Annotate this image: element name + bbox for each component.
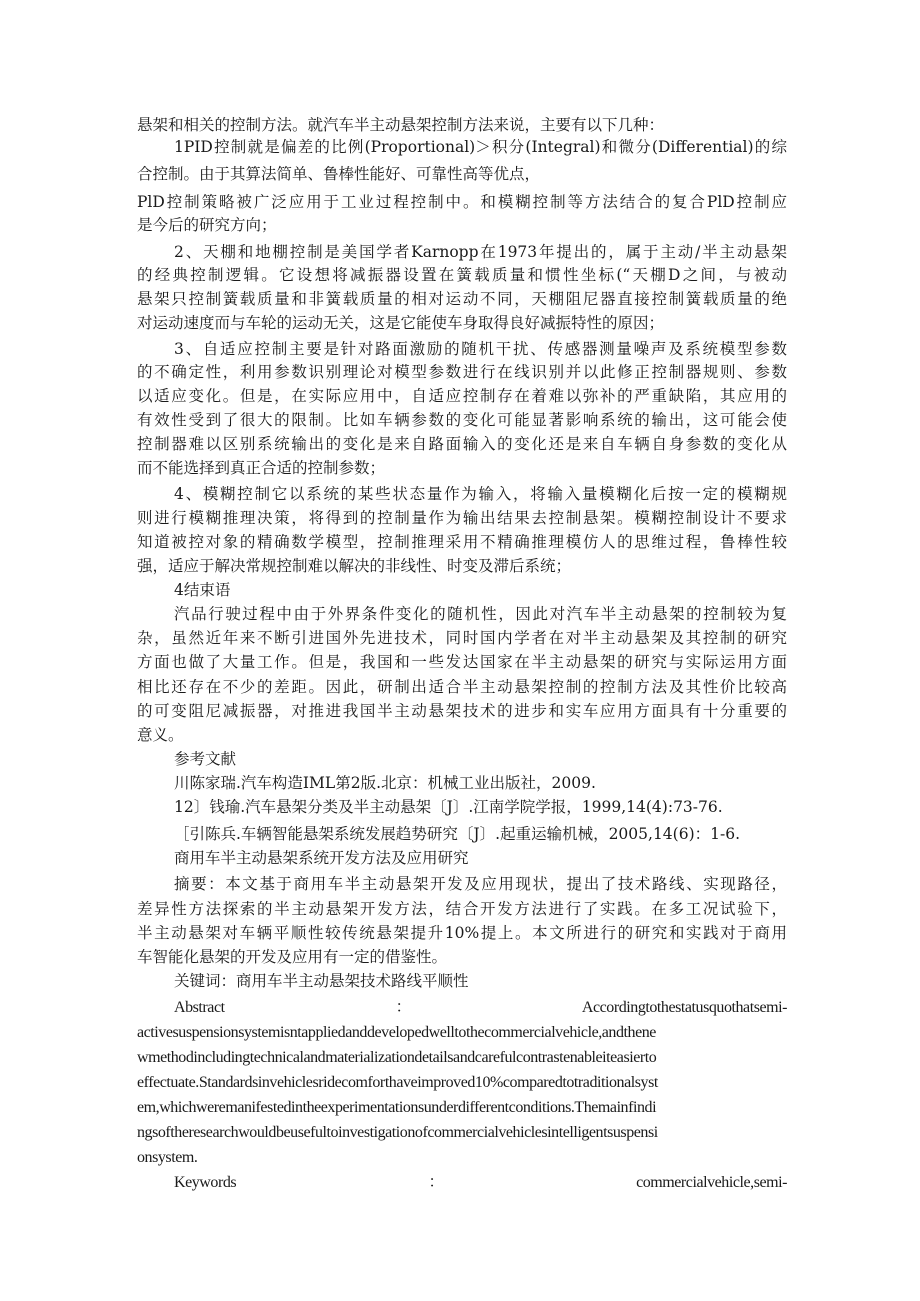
reference-item: ［引陈兵.车辆智能悬架系统发展趋势研究〔J〕.起重运输机械，2005,14(6)：1-6. xyxy=(174,825,741,843)
text-line: 方面也做了大量工作。但是，我国和一些发达国家在半主动悬架的研究与实际运用方面 xyxy=(137,653,787,671)
text-line: 相比还存在不少的差距。因此，研制出适合半主动悬架控制的控制方法及其性价比较高 xyxy=(137,678,787,696)
text-line: PlD控制策略被广泛应用于工业过程控制中。和模糊控制等方法结合的复合PlD控制应 xyxy=(137,193,787,211)
abstract-line: ngsoftheresearchwouldbeusefultoinvestigationofcommercialvehiclesintelligentsuspensi xyxy=(137,1124,658,1141)
abstract-line: em,whichweremanifestedintheexperimentationsunderdifferentconditions.Themainfindi xyxy=(137,1099,657,1116)
text-line: 悬架只控制簧载质量和非簧载质量的相对运动不同，天棚阻尼器直接控制簧载质量的绝 xyxy=(137,290,787,308)
text-line: 的可变阻尼减振器，对推进我国半主动悬架技术的进步和实车应用方面具有十分重要的 xyxy=(137,702,787,720)
keywords-cn: 关键词：商用车半主动悬架技术路线平顺性 xyxy=(174,972,469,990)
text-line: 知道被控对象的精确数学模型，控制推理采用不精确推理模仿人的思维过程，鲁棒性较 xyxy=(137,533,787,551)
text-line: 3、自适应控制主要是针对路面激励的随机干扰、传感器测量噪声及系统模型参数 xyxy=(174,340,787,358)
abstract-colon: ： xyxy=(395,999,412,1016)
text-line: 意义。 xyxy=(137,726,184,744)
reference-item: 12〕钱瑜.汽车悬架分类及半主动悬架〔J〕.江南学院学报，1999,14(4):73-76. xyxy=(174,798,723,816)
keywords-en-line xyxy=(174,1172,787,1196)
text-line: 悬架和相关的控制方法。就汽车半主动悬架控制方法来说，主要有以下几种： xyxy=(137,116,665,134)
references-heading: 参考文献 xyxy=(174,750,237,768)
text-line: 则进行模糊推理决策，将得到的控制量作为输出结果去控制悬架。模糊控制设计不要求 xyxy=(137,509,787,527)
keywords-colon: ： xyxy=(428,1174,444,1191)
section-heading: 4结束语 xyxy=(174,581,231,599)
text-line: 汽品行驶过程中由于外界条件变化的随机性，因此对汽车半主动悬架的控制较为复 xyxy=(174,605,787,623)
abstract-line: onsystem. xyxy=(137,1149,198,1166)
text-line: 杂，虽然近年来不断引进国外先进技术，同时国内学者在对半主动悬架及其控制的研究 xyxy=(137,629,787,647)
text-line: 强，适应于解决常规控制难以解决的非线性、时变及滞后系统； xyxy=(137,557,572,575)
text-line: 对运动速度而与车轮的运动无关，这是它能使车身取得良好减振特性的原因； xyxy=(137,314,665,332)
abstract-first-line xyxy=(174,997,787,1021)
reference-item: 川陈家瑞.汽车构造IML第2版.北京：机械工业出版社，2009. xyxy=(174,774,596,792)
abstract-line: wmethodincludingtechnicalandmaterializationdetailsandcarefulcontrastenableiteasierto xyxy=(137,1049,657,1066)
abstract-line: activesuspensionsystemisntappliedanddevelopedwelltothecommercialvehicle,andthene xyxy=(137,1024,656,1041)
text-line: 1PID控制就是偏差的比例(Proportional)＞积分(Integral)和微分(Differential)的综 xyxy=(174,138,787,156)
text-line: 2、天棚和地棚控制是美国学者Karnopp在1973年提出的，属于主动/半主动悬架 xyxy=(174,243,787,261)
text-line: 摘要：本文基于商用车半主动悬架开发及应用现状，提出了技术路线、实现路径， xyxy=(174,875,787,893)
text-line: 差异性方法探索的半主动悬架开发方法，结合开发方法进行了实践。在多工况试验下， xyxy=(137,900,787,918)
text-line: 是今后的研究方向； xyxy=(137,216,277,234)
text-line: 有效性受到了很大的限制。比如车辆参数的变化可能显著影响系统的输出，这可能会使 xyxy=(137,411,787,429)
abstract-first-text: Accordingtothestatusquothatsemi- xyxy=(581,999,787,1016)
abstract-line: effectuate.Standardsinvehiclesridecomforthaveimproved10%comparedtotraditionalsyst xyxy=(137,1074,658,1091)
text-line: 而不能选择到真正合适的控制参数； xyxy=(137,459,386,477)
text-line: 4、模糊控制它以系统的某些状态量作为输入，将输入量模糊化后按一定的模糊规 xyxy=(174,485,787,503)
text-line: 合控制。由于其算法简单、鲁棒性能好、可靠性高等优点， xyxy=(137,165,541,183)
text-line: 半主动悬架对车辆平顺性较传统悬架提升10%提上。本文所进行的研究和实践对于商用 xyxy=(137,924,787,942)
text-line: 控制器难以区别系统输出的变化是来自路面输入的变化还是来自车辆自身参数的变化从 xyxy=(137,435,787,453)
keywords-label: Keywords xyxy=(174,1174,237,1191)
text-line: 车智能化悬架的开发及应用有一定的借鉴性。 xyxy=(137,948,448,966)
text-line: 的经典控制逻辑。它设想将减振器设置在簧载质量和惯性坐标(“天棚D之间，与被动 xyxy=(137,266,787,284)
keywords-value: commercialvehicle,semi- xyxy=(636,1174,787,1191)
text-line: 的不确定性，利用参数识别理论对模型参数进行在线识别并以此修正控制器规则、参数 xyxy=(137,363,787,381)
abstract-label: Abstract xyxy=(174,999,225,1016)
article-title: 商用车半主动悬架系统开发方法及应用研究 xyxy=(174,849,469,867)
text-line: 以适应变化。但是，在实际应用中，自适应控制存在着难以弥补的严重缺陷，其应用的 xyxy=(137,387,787,405)
